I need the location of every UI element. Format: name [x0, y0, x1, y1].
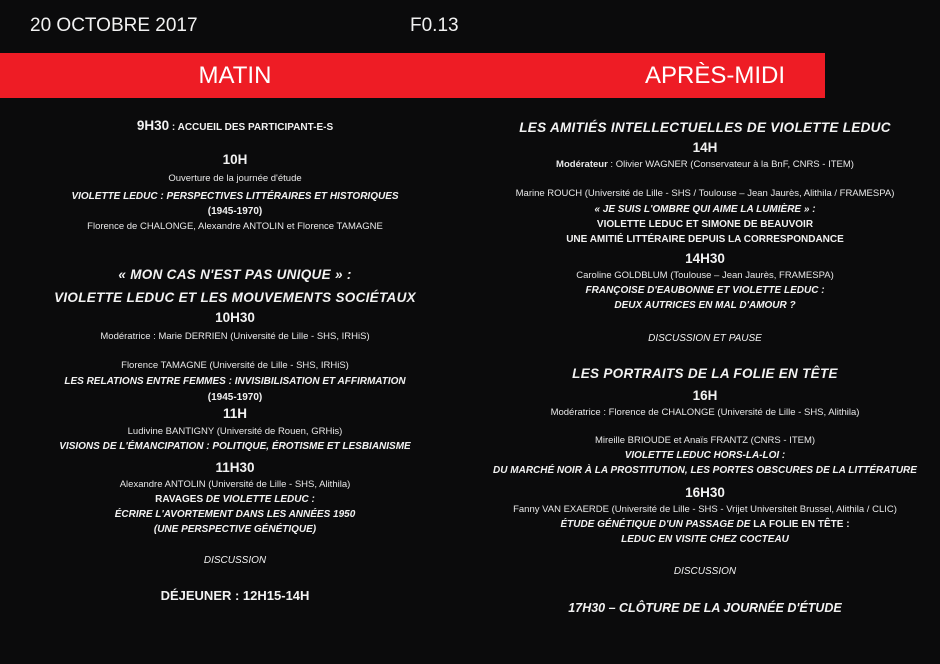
closing-line: 17H30 – CLÔTURE DE LA JOURNÉE D'ÉTUDE — [568, 601, 842, 615]
time-16h: 16H — [692, 388, 718, 403]
talk-goldblum-speaker: Caroline GOLDBLUM (Toulouse – Jean Jaurès, FRAMESPA) — [576, 270, 834, 281]
talk-rouch-title-3: UNE AMITIÉ LITTÉRAIRE DEPUIS LA CORRESPONDANCE — [566, 234, 844, 245]
talk-brioude-speaker: Mireille BRIOUDE et Anaïs FRANTZ (CNRS - ITEM) — [594, 435, 816, 446]
room-code: F0.13 — [410, 15, 459, 36]
talk-goldblum-title-1: FRANÇOISE D'EAUBONNE ET VIOLETTE LEDUC : — [585, 285, 825, 296]
time-10h: 10H — [222, 152, 248, 167]
amities-heading: LES AMITIÉS INTELLECTUELLES DE VIOLETTE LEDUC — [519, 120, 891, 135]
talk-bantigny-speaker: Ludivine BANTIGNY (Université de Rouen, GRHis) — [127, 426, 343, 437]
ouverture-speakers: Florence de CHALONGE, Alexandre ANTOLIN et Florence TAMAGNE — [87, 221, 383, 232]
accueil-time: 9H30 — [136, 118, 170, 133]
moderator-name: : Olivier WAGNER (Conservateur à la BnF, CNRS - ITEM) — [607, 159, 854, 170]
apres-midi-discussion: DISCUSSION — [673, 566, 737, 577]
talk-antolin-title-2: ÉCRIRE L'AVORTEMENT DANS LES ANNÉES 1950 — [114, 509, 356, 520]
amities-moderator — [470, 157, 940, 172]
talk-tamagne-speaker: Florence TAMAGNE (Université de Lille - SHS, IRHiS) — [121, 360, 349, 371]
event-date: 20 OCTOBRE 2017 — [30, 15, 198, 36]
portraits-moderator: Modératrice : Florence de CHALONGE (Université de Lille - SHS, Alithila) — [550, 407, 860, 418]
banner-matin: MATIN — [198, 62, 272, 89]
matin-discussion: DISCUSSION — [203, 555, 267, 566]
time-11h30: 11H30 — [215, 460, 255, 475]
talk-tamagne-title: LES RELATIONS ENTRE FEMMES : INVISIBILISATION ET AFFIRMATION — [64, 376, 406, 387]
portraits-heading: LES PORTRAITS DE LA FOLIE EN TÊTE — [572, 366, 838, 381]
time-14h30: 14H30 — [685, 251, 725, 266]
talk-bantigny-title: VISIONS DE L'ÉMANCIPATION : POLITIQUE, ÉROTISME ET LESBIANISME — [59, 441, 411, 452]
talk-vanexaerde-title-1 — [470, 517, 940, 532]
discussion-pause: DISCUSSION ET PAUSE — [648, 333, 762, 344]
talk-antolin-speaker: Alexandre ANTOLIN (Université de Lille - SHS, Alithila) — [119, 479, 351, 490]
matin-session-heading-1: « MON CAS N'EST PAS UNIQUE » : — [118, 267, 352, 282]
talk-tamagne-years: (1945-1970) — [207, 392, 263, 403]
talk-brioude-title-1: VIOLETTE LEDUC HORS-LA-LOI : — [624, 450, 786, 461]
ouverture-years: (1945-1970) — [207, 206, 263, 217]
talk-goldblum-title-2: DEUX AUTRICES EN MAL D'AMOUR ? — [614, 300, 796, 311]
time-14h: 14H — [692, 140, 718, 155]
banner-apres-midi: APRÈS-MIDI — [644, 62, 785, 89]
talk-rouch-title-2: VIOLETTE LEDUC ET SIMONE DE BEAUVOIR — [596, 219, 814, 230]
talk-rouch-speaker: Marine ROUCH (Université de Lille - SHS / Toulouse – Jean Jaurès, Alithila / FRAMESPA) — [515, 188, 895, 199]
talk-antolin-book: RAVAGES — [155, 494, 204, 505]
ouverture-title: VIOLETTE LEDUC : PERSPECTIVES LITTÉRAIRES ET HISTORIQUES — [71, 191, 399, 202]
talk-antolin-title-rest: DE VIOLETTE LEDUC : — [203, 494, 315, 505]
accueil-line — [0, 117, 470, 135]
matin-moderator: Modératrice : Marie DERRIEN (Université de Lille - SHS, IRHiS) — [100, 331, 370, 342]
matin-column — [0, 98, 470, 605]
dejeuner-line: DÉJEUNER : 12H15-14H — [160, 588, 310, 603]
talk-rouch-title-1: « JE SUIS L'OMBRE QUI AIME LA LUMIÈRE » : — [594, 204, 816, 215]
talk-vanexaerde-speaker: Fanny VAN EXAERDE (Université de Lille - SHS - Vrijet Universiteit Brussel, Alithila / CLIC) — [513, 504, 897, 515]
time-11h: 11H — [222, 406, 248, 421]
talk-vanexaerde-title-2: LEDUC EN VISITE CHEZ COCTEAU — [621, 534, 789, 545]
talk-antolin-title-3: (UNE PERSPECTIVE GÉNÉTIQUE) — [153, 524, 317, 535]
vanexaerde-title-book: LA FOLIE EN TÊTE : — [753, 519, 850, 530]
apres-midi-column — [470, 98, 940, 617]
vanexaerde-title-pre: ÉTUDE GÉNÉTIQUE D'UN PASSAGE DE — [560, 519, 754, 530]
accueil-label: : ACCUEIL DES PARTICIPANT-E-S — [169, 122, 334, 133]
talk-brioude-title-2: DU MARCHÉ NOIR À LA PROSTITUTION, LES PORTES OBSCURES DE LA LITTÉRATURE — [493, 465, 917, 476]
time-10h30: 10H30 — [215, 310, 255, 325]
talk-antolin-title-1 — [0, 492, 470, 507]
time-16h30: 16H30 — [685, 485, 725, 500]
ouverture-intro: Ouverture de la journée d'étude — [168, 173, 302, 184]
matin-session-heading-2: VIOLETTE LEDUC ET LES MOUVEMENTS SOCIÉTAUX — [54, 290, 416, 305]
moderator-role: Modérateur — [556, 159, 608, 170]
session-banner — [0, 53, 825, 98]
